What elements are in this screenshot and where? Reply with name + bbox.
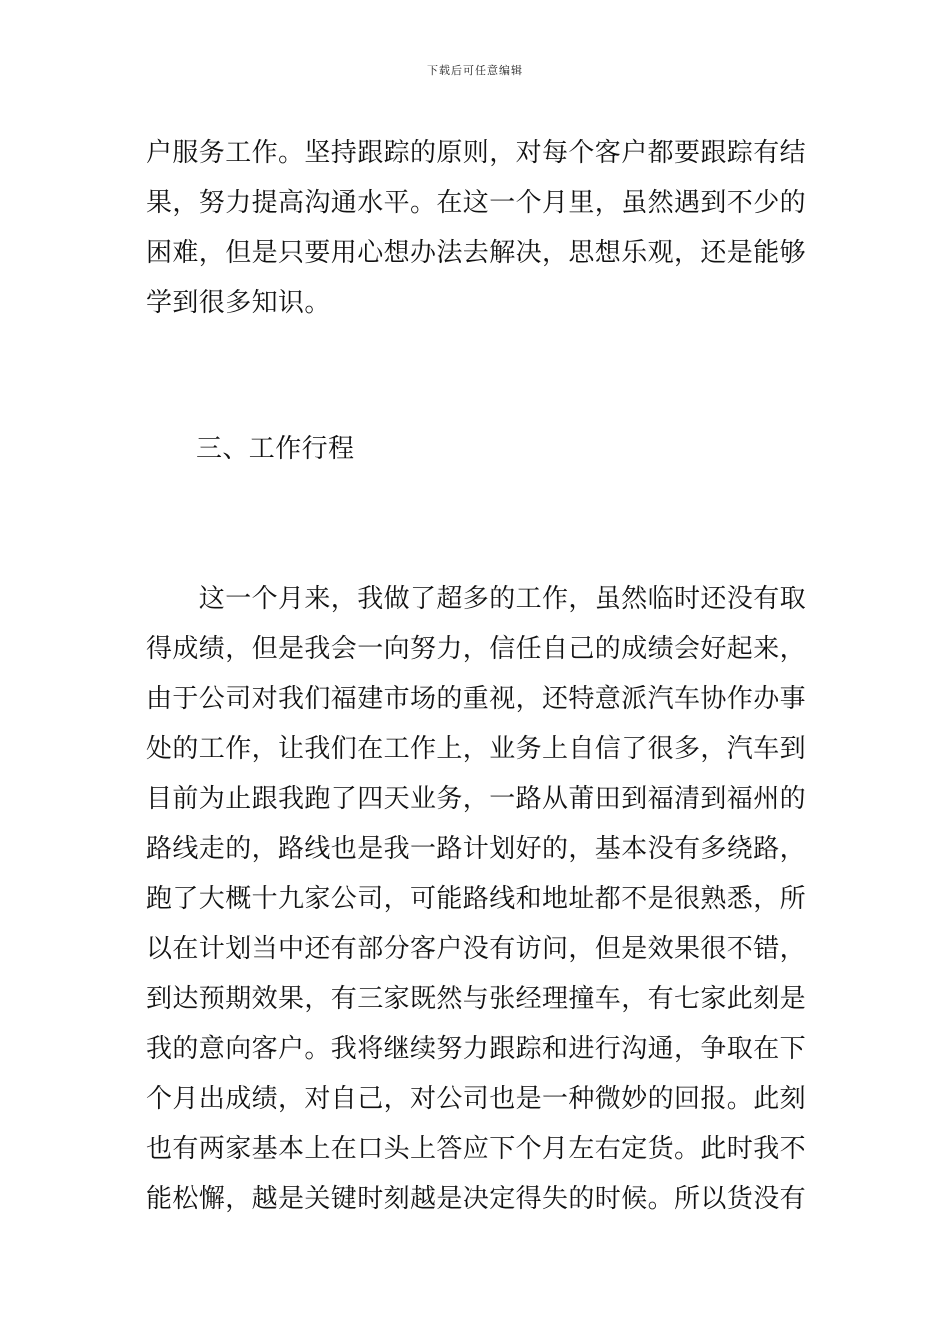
text-line: 学到很多知识。 xyxy=(146,288,331,318)
text-line: 户服务工作。坚持跟踪的原则，对每个客户都要跟踪有结 xyxy=(146,138,807,168)
text-line: 跑了大概十九家公司，可能路线和地址都不是很熟悉，所 xyxy=(146,884,807,914)
text-line: 以在计划当中还有部分客户没有访问，但是效果很不错， xyxy=(146,934,807,964)
text-line: 到达预期效果，有三家既然与张经理撞车，有七家此刻是 xyxy=(146,984,807,1014)
text-line: 这一个月来，我做了超多的工作，虽然临时还没有取 xyxy=(146,584,807,614)
text-line: 也有两家基本上在口头上答应下个月左右定货。此时我不 xyxy=(146,1134,807,1164)
section-heading: 三、工作行程 xyxy=(196,434,355,464)
paragraph-continuation xyxy=(146,128,808,328)
page-header: 下载后可任意编辑 xyxy=(427,64,523,77)
section-heading-block xyxy=(146,424,808,474)
text-line: 个月出成绩，对自己，对公司也是一种微妙的回报。此刻 xyxy=(146,1084,807,1114)
text-line: 能松懈，越是关键时刻越是决定得失的时候。所以货没有 xyxy=(146,1184,807,1214)
text-line: 困难，但是只要用心想办法去解决，思想乐观，还是能够 xyxy=(146,238,807,268)
text-line: 果，努力提高沟通水平。在这一个月里，虽然遇到不少的 xyxy=(146,188,807,218)
paragraph-work-schedule xyxy=(146,574,808,1224)
text-line: 得成绩，但是我会一向努力，信任自己的成绩会好起来， xyxy=(146,634,807,664)
text-line: 路线走的，路线也是我一路计划好的，基本没有多绕路， xyxy=(146,834,807,864)
text-line: 目前为止跟我跑了四天业务，一路从莆田到福清到福州的 xyxy=(146,784,807,814)
text-line: 处的工作，让我们在工作上，业务上自信了很多，汽车到 xyxy=(146,734,807,764)
text-line: 由于公司对我们福建市场的重视，还特意派汽车协作办事 xyxy=(146,684,807,714)
text-line: 我的意向客户。我将继续努力跟踪和进行沟通，争取在下 xyxy=(146,1034,807,1064)
